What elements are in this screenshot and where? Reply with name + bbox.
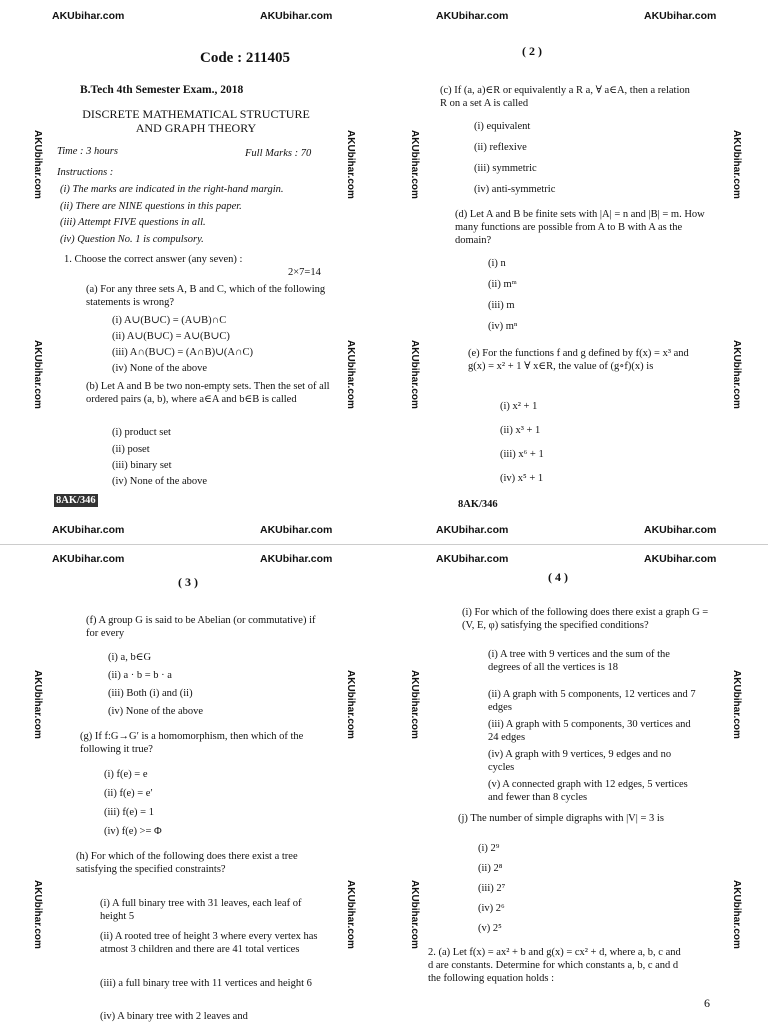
question-1j: (j) The number of simple digraphs with |V| = 3 is: [458, 813, 664, 824]
question-1h: (h) For which of the following does there exist a tree satisfying the specified constraints?: [76, 851, 298, 875]
watermark-side: AKUbihar.com: [345, 670, 356, 739]
option-1b-iv: (iv) None of the above: [112, 476, 208, 487]
option-1b-ii: (ii) poset: [112, 444, 150, 455]
question-1: 1. Choose the correct answer (any seven) :: [64, 254, 243, 265]
instruction-2: (ii) There are NINE questions in this paper.: [60, 201, 242, 212]
option-1e-iv: (iv) x⁵ + 1: [500, 473, 544, 484]
page-1-footer: 8AK/346: [56, 495, 96, 506]
option-1f-i: (i) a, b∈G: [108, 652, 152, 663]
question-1-marks: 2×7=14: [288, 267, 321, 278]
option-1b-iii: (iii) binary set: [112, 460, 172, 471]
option-1c-i: (i) equivalent: [474, 121, 531, 132]
option-1e-iii: (iii) x⁶ + 1: [500, 449, 544, 460]
watermark-side: AKUbihar.com: [731, 130, 742, 199]
page-3-number: ( 3 ): [178, 575, 198, 589]
watermark-header: AKUbihar.com: [52, 524, 125, 536]
option-1i-i: (i) A tree with 9 vertices and the sum of the degrees of all the vertices is 18: [488, 649, 670, 673]
question-2a: 2. (a) Let f(x) = ax² + b and g(x) = cx² + d, where a, b, c and d are constants. Determine for which constants a, b, c and d the following equation holds :: [428, 947, 681, 984]
option-1i-iv: (iv) A graph with 9 vertices, 9 edges and no cycles: [488, 749, 672, 773]
option-1a-iv: (iv) None of the above: [112, 363, 208, 374]
option-1f-ii: (ii) a · b = b · a: [108, 670, 172, 681]
option-1j-v: (v) 2⁵: [478, 923, 502, 934]
page-2-footer: 8AK/346: [458, 499, 498, 510]
watermark-header: AKUbihar.com: [436, 10, 509, 22]
option-1g-i: (i) f(e) = e: [104, 769, 148, 780]
option-1e-i: (i) x² + 1: [500, 401, 538, 412]
watermark-side: AKUbihar.com: [409, 880, 420, 949]
option-1g-iv: (iv) f(e) >= Φ: [104, 826, 162, 837]
watermark-side: AKUbihar.com: [32, 670, 43, 739]
question-1e: (e) For the functions f and g defined by f(x) = x³ and g(x) = x² + 1 ∀ x∈R, the value of (g∘f)(x) is: [468, 348, 689, 372]
watermark-header: AKUbihar.com: [52, 553, 125, 565]
watermark-side: AKUbihar.com: [409, 130, 420, 199]
option-1f-iv: (iv) None of the above: [108, 706, 204, 717]
watermark-header: AKUbihar.com: [260, 10, 333, 22]
exam-title: B.Tech 4th Semester Exam., 2018: [80, 84, 244, 96]
question-1f: (f) A group G is said to be Abelian (or commutative) if for every: [86, 615, 316, 639]
option-1h-ii: (ii) A rooted tree of height 3 where every vertex has atmost 3 children and there are 41 total vertices: [100, 931, 318, 955]
question-1c: (c) If (a, a)∈R or equivalently a R a, ∀ a∈A, then a relation R on a set A is called: [440, 85, 690, 109]
option-1j-iii: (iii) 2⁷: [478, 883, 506, 894]
option-1c-iv: (iv) anti-symmetric: [474, 184, 556, 195]
page-4-number: ( 4 ): [548, 570, 568, 584]
question-1b: (b) Let A and B be two non-empty sets. Then the set of all ordered pairs (a, b), where a∈A and b∈B is called: [86, 381, 330, 405]
full-marks: Full Marks : 70: [245, 148, 312, 159]
watermark-side: AKUbihar.com: [345, 880, 356, 949]
exam-code: Code : 211405: [200, 50, 290, 66]
subject-line-2: AND GRAPH THEORY: [135, 121, 257, 135]
instruction-3: (iii) Attempt FIVE questions in all.: [60, 217, 206, 228]
option-1a-iii: (iii) A∩(B∪C) = (A∩B)∪(A∩C): [112, 347, 254, 358]
watermark-side: AKUbihar.com: [731, 880, 742, 949]
watermark-header: AKUbihar.com: [436, 524, 509, 536]
option-1d-iv: (iv) mⁿ: [488, 321, 518, 332]
option-1c-ii: (ii) reflexive: [474, 142, 527, 153]
page-divider: [0, 544, 768, 545]
option-1d-ii: (ii) mᵐ: [488, 279, 517, 290]
option-1j-i: (i) 2⁹: [478, 843, 500, 854]
page-2-number: ( 2 ): [522, 44, 542, 58]
option-1h-iii: (iii) a full binary tree with 11 vertices and height 6: [100, 978, 312, 989]
time-allowed: Time : 3 hours: [57, 146, 118, 157]
instruction-4: (iv) Question No. 1 is compulsory.: [60, 234, 204, 245]
instruction-1: (i) The marks are indicated in the right-hand margin.: [60, 184, 284, 195]
option-1j-iv: (iv) 2⁶: [478, 903, 505, 914]
watermark-header: AKUbihar.com: [260, 553, 333, 565]
option-1a-i: (i) A∪(B∪C) = (A∪B)∩C: [112, 315, 227, 326]
watermark-header: AKUbihar.com: [644, 10, 717, 22]
watermark-header: AKUbihar.com: [260, 524, 333, 536]
subject-line-1: DISCRETE MATHEMATICAL STRUCTURE: [82, 107, 310, 121]
watermark-side: AKUbihar.com: [409, 670, 420, 739]
watermark-header: AKUbihar.com: [436, 553, 509, 565]
watermark-side: AKUbihar.com: [32, 130, 43, 199]
question-1d: (d) Let A and B be finite sets with |A| = n and |B| = m. How many functions are possible from A to B with A as the domain?: [455, 209, 705, 246]
option-1h-iv: (iv) A binary tree with 2 leaves and: [100, 1011, 248, 1022]
option-1d-i: (i) n: [488, 258, 506, 269]
option-1g-iii: (iii) f(e) = 1: [104, 807, 154, 818]
option-1g-ii: (ii) f(e) = e′: [104, 788, 153, 799]
question-1a: (a) For any three sets A, B and C, which of the following statements is wrong?: [86, 284, 326, 308]
watermark-header: AKUbihar.com: [52, 10, 125, 22]
question-2a-marks: 6: [704, 996, 710, 1010]
watermark-side: AKUbihar.com: [731, 670, 742, 739]
option-1d-iii: (iii) m: [488, 300, 515, 311]
option-1i-ii: (ii) A graph with 5 components, 12 vertices and 7 edges: [488, 689, 696, 713]
option-1a-ii: (ii) A∪(B∪C) = A∪(B∪C): [112, 331, 230, 342]
option-1h-i: (i) A full binary tree with 31 leaves, each leaf of height 5: [100, 898, 302, 922]
watermark-side: AKUbihar.com: [32, 880, 43, 949]
watermark-side: AKUbihar.com: [731, 340, 742, 409]
watermark-side: AKUbihar.com: [345, 340, 356, 409]
instructions-title: Instructions :: [57, 167, 114, 178]
option-1f-iii: (iii) Both (i) and (ii): [108, 688, 193, 699]
option-1b-i: (i) product set: [112, 427, 171, 438]
option-1i-v: (v) A connected graph with 12 edges, 5 vertices and fewer than 8 cycles: [488, 779, 688, 803]
option-1c-iii: (iii) symmetric: [474, 163, 537, 174]
watermark-side: AKUbihar.com: [345, 130, 356, 199]
question-1g: (g) If f:G→G′ is a homomorphism, then which of the following it true?: [80, 731, 304, 755]
question-1i: (i) For which of the following does there exist a graph G =(V, E, φ) satisfying the specified conditions?: [462, 607, 709, 631]
option-1j-ii: (ii) 2⁸: [478, 863, 503, 874]
watermark-side: AKUbihar.com: [409, 340, 420, 409]
watermark-side: AKUbihar.com: [32, 340, 43, 409]
watermark-header: AKUbihar.com: [644, 553, 717, 565]
watermark-header: AKUbihar.com: [644, 524, 717, 536]
option-1i-iii: (iii) A graph with 5 components, 30 vertices and 24 edges: [488, 719, 691, 743]
option-1e-ii: (ii) x³ + 1: [500, 425, 541, 436]
